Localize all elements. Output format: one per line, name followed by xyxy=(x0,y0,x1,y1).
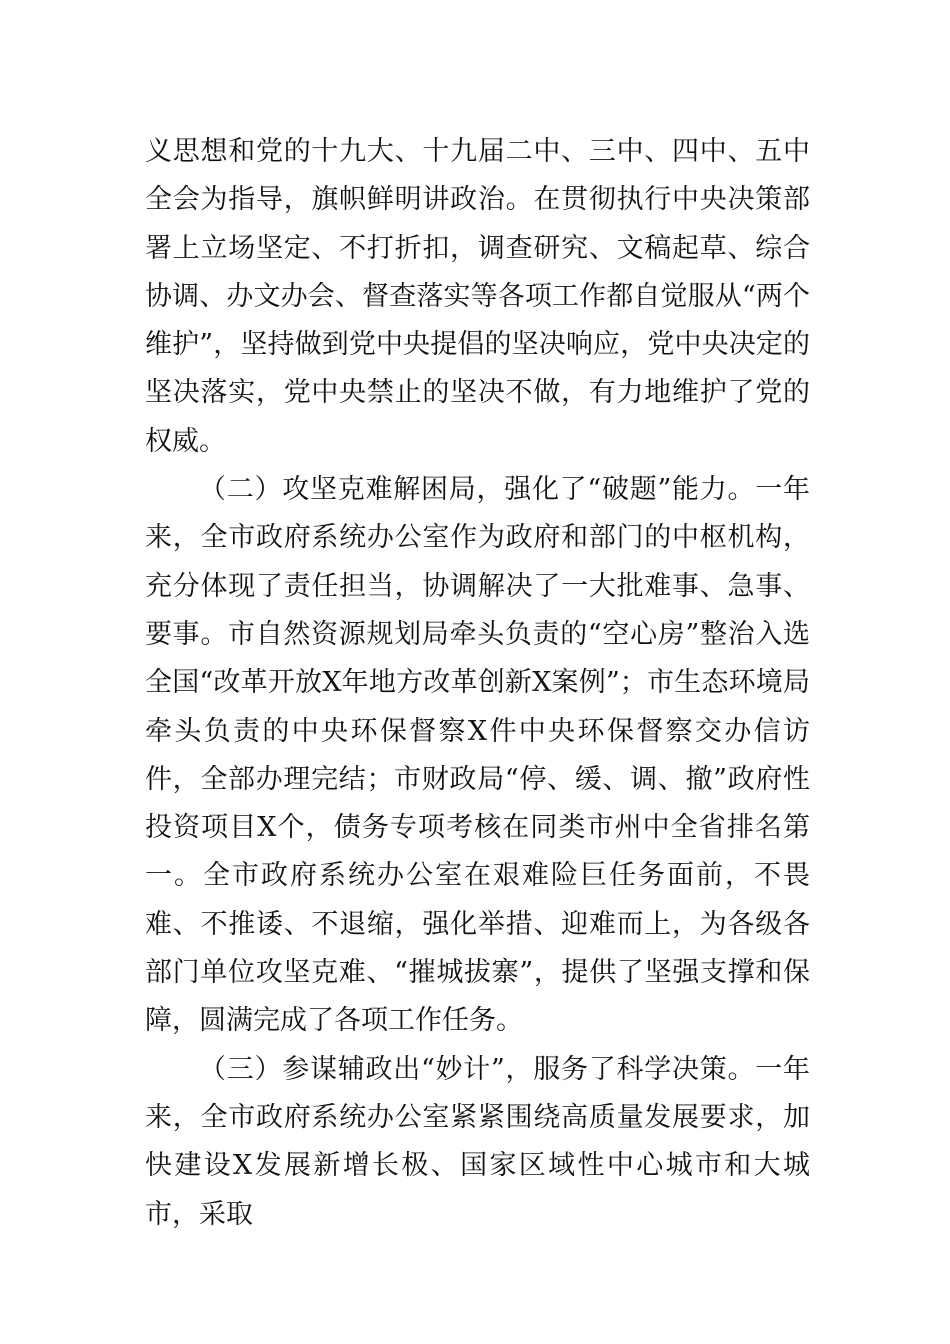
paragraph-section-two: （二）攻坚克难解困局，强化了“破题”能力。一年来，全市政府系统办公室作为政府和部门的中枢机构，充分体现了责任担当，协调解决了一大批难事、急事、要事。市自然资源规划局牵头负责的“空心房”整治入选全国“改革开放X年地方改革创新X案例”；市生态环境局牵头负责的中央环保督察X件中央环保督察交办信访件，全部办理完结；市财政局“停、缓、调、撤”政府性投资项目X个，债务专项考核在同类市州中全省排名第一。全市政府系统办公室在艰难险巨任务面前，不畏难、不推诿、不退缩，强化举措、迎难而上，为各级各部门单位攻坚克难、“摧城拔寨”，提供了坚强支撑和保障，圆满完成了各项工作任务。 xyxy=(145,474,810,1037)
paragraph-section-three: （三）参谋辅政出“妙计”，服务了科学决策。一年来，全市政府系统办公室紧紧围绕高质量发展要求，加快建设X发展新增长极、国家区域性中心城市和大城市，采取 xyxy=(145,1053,810,1230)
document-body xyxy=(145,128,810,1239)
paragraph-continuation: 义思想和党的十九大、十九届二中、三中、四中、五中全会为指导，旗帜鲜明讲政治。在贯彻执行中央决策部署上立场坚定、不打折扣，调查研究、文稿起草、综合协调、办文办会、督查落实等各项工作都自觉服从“两个维护”，坚持做到党中央提倡的坚决响应，党中央决定的坚决落实，党中央禁止的坚决不做，有力地维护了党的权威。 xyxy=(145,136,810,457)
